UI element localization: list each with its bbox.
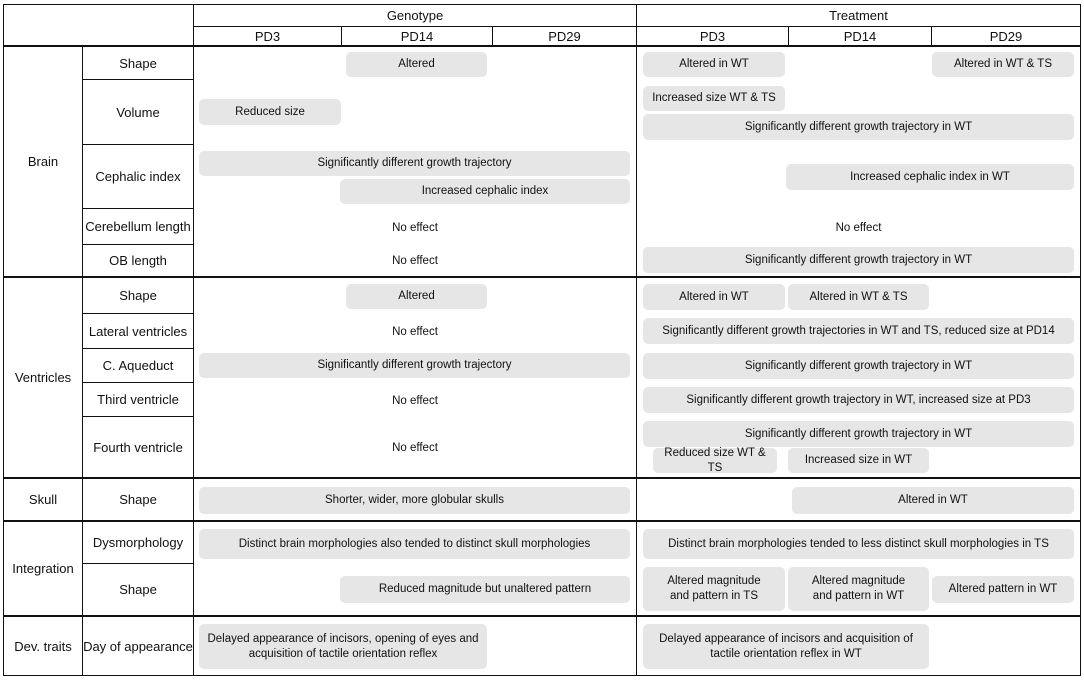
- treatment-brain-volume-trajectory: Significantly different growth trajectory in WT: [643, 114, 1074, 140]
- row-label-lateral-ventricles: Lateral ventricles: [88, 323, 188, 339]
- treatment-lateral-trajectories: Significantly different growth trajectories in WT and TS, reduced size at PD14: [643, 318, 1074, 344]
- treatment-ventricles-shape-pd3: Altered in WT: [643, 284, 785, 310]
- genotype-day-line-2: acquisition of tactile orientation reflex: [248, 647, 438, 660]
- genotype-cephalic-increased: Increased cephalic index: [340, 179, 630, 204]
- treatment-third-trajectory: Significantly different growth trajectory in WT, increased size at PD3: [643, 387, 1074, 413]
- genotype-ob-no-effect: No effect: [392, 254, 438, 267]
- genotype-day-line-1: Delayed appearance of incisors, opening of eyes and: [207, 632, 479, 645]
- treatment-col-pd14: PD14: [843, 28, 877, 44]
- genotype-integration-shape: Reduced magnitude but unaltered pattern: [340, 576, 630, 603]
- treatment-fourth-reduced: Reduced size WT & TS: [653, 448, 777, 473]
- genotype-dysmorphology: Distinct brain morphologies also tended to distinct skull morphologies: [199, 529, 630, 559]
- treatment-int-pd14-line-2: and pattern in WT: [812, 590, 905, 602]
- genotype-brain-shape: Altered: [346, 52, 487, 77]
- treatment-header: Treatment: [829, 8, 888, 23]
- treatment-integration-shape-pd29: Altered pattern in WT: [932, 576, 1074, 603]
- treatment-fourth-trajectory: Significantly different growth trajectory in WT: [643, 421, 1074, 447]
- treatment-brain-shape-pd29: Altered in WT & TS: [932, 52, 1074, 77]
- genotype-fourth-no-effect: No effect: [392, 441, 438, 454]
- genotype-ventricles-shape: Altered: [346, 284, 487, 309]
- treatment-col-pd29: PD29: [989, 28, 1023, 44]
- genotype-col-pd29: PD29: [548, 28, 581, 44]
- treatment-fourth-increased: Increased size in WT: [788, 448, 929, 473]
- row-label-fourth-ventricle: Fourth ventricle: [93, 439, 183, 455]
- treatment-day-of-appearance: [643, 624, 929, 669]
- treatment-brain-shape-pd3: Altered in WT: [643, 52, 785, 77]
- treatment-aqueduct-trajectory: Significantly different growth trajectory in WT: [643, 353, 1074, 379]
- row-label-c-aqueduct: C. Aqueduct: [102, 358, 174, 373]
- row-label-skull-shape: Shape: [119, 492, 157, 507]
- treatment-brain-volume-increased: Increased size WT & TS: [643, 86, 785, 111]
- row-label-ob-length: OB length: [109, 253, 167, 268]
- category-skull: Skull: [28, 492, 58, 507]
- genotype-day-of-appearance: [199, 624, 487, 669]
- treatment-cephalic-increased: Increased cephalic index in WT: [786, 164, 1074, 190]
- treatment-skull-shape: Altered in WT: [792, 487, 1074, 514]
- genotype-third-no-effect: No effect: [392, 394, 438, 407]
- treatment-ob-trajectory: Significantly different growth trajectory in WT: [643, 247, 1074, 273]
- treatment-ventricles-shape-pd14: Altered in WT & TS: [788, 284, 929, 310]
- genotype-cephalic-trajectory: Significantly different growth trajectory: [199, 151, 630, 176]
- genotype-col-pd3: PD3: [254, 28, 281, 44]
- genotype-cerebellum-no-effect: No effect: [392, 221, 438, 234]
- treatment-integration-shape-pd14: [788, 567, 929, 611]
- category-dev-traits: Dev. traits: [14, 638, 72, 654]
- row-label-cephalic-index: Cephalic index: [95, 169, 181, 184]
- category-integration: Integration: [12, 561, 74, 576]
- row-label-brain-volume: Volume: [116, 104, 160, 120]
- genotype-skull-shape: Shorter, wider, more globular skulls: [199, 487, 630, 514]
- row-label-ventricles-shape: Shape: [119, 288, 157, 303]
- genotype-col-pd14: PD14: [400, 28, 434, 44]
- category-ventricles: Ventricles: [14, 370, 72, 385]
- treatment-int-pd14-line-1: Altered magnitude: [811, 575, 906, 587]
- row-label-third-ventricle: Third ventricle: [97, 392, 179, 407]
- treatment-day-line-2: tactile orientation reflex in WT: [710, 647, 862, 660]
- genotype-brain-volume: Reduced size: [199, 99, 341, 125]
- row-label-day-of-appearance: Day of appearance: [83, 638, 193, 654]
- row-label-cerebellum-length: Cerebellum length: [85, 219, 191, 234]
- treatment-col-pd3: PD3: [699, 28, 726, 44]
- genotype-header: Genotype: [386, 8, 444, 23]
- treatment-int-pd3-line-1: Altered magnitude: [667, 575, 761, 587]
- row-label-dysmorphology: Dysmorphology: [92, 535, 184, 550]
- treatment-dysmorphology: Distinct brain morphologies tended to less distinct skull morphologies in TS: [643, 529, 1074, 559]
- row-label-brain-shape: Shape: [119, 55, 157, 71]
- treatment-int-pd3-line-2: and pattern in TS: [669, 590, 758, 602]
- treatment-day-line-1: Delayed appearance of incisors and acquisition of: [659, 632, 913, 645]
- genotype-aqueduct-trajectory: Significantly different growth trajectory: [199, 353, 630, 378]
- category-brain: Brain: [27, 154, 59, 169]
- treatment-cerebellum-no-effect: No effect: [835, 221, 882, 234]
- genotype-lateral-no-effect: No effect: [392, 325, 438, 338]
- treatment-integration-shape-pd3: [643, 567, 785, 611]
- row-label-integration-shape: Shape: [119, 582, 157, 597]
